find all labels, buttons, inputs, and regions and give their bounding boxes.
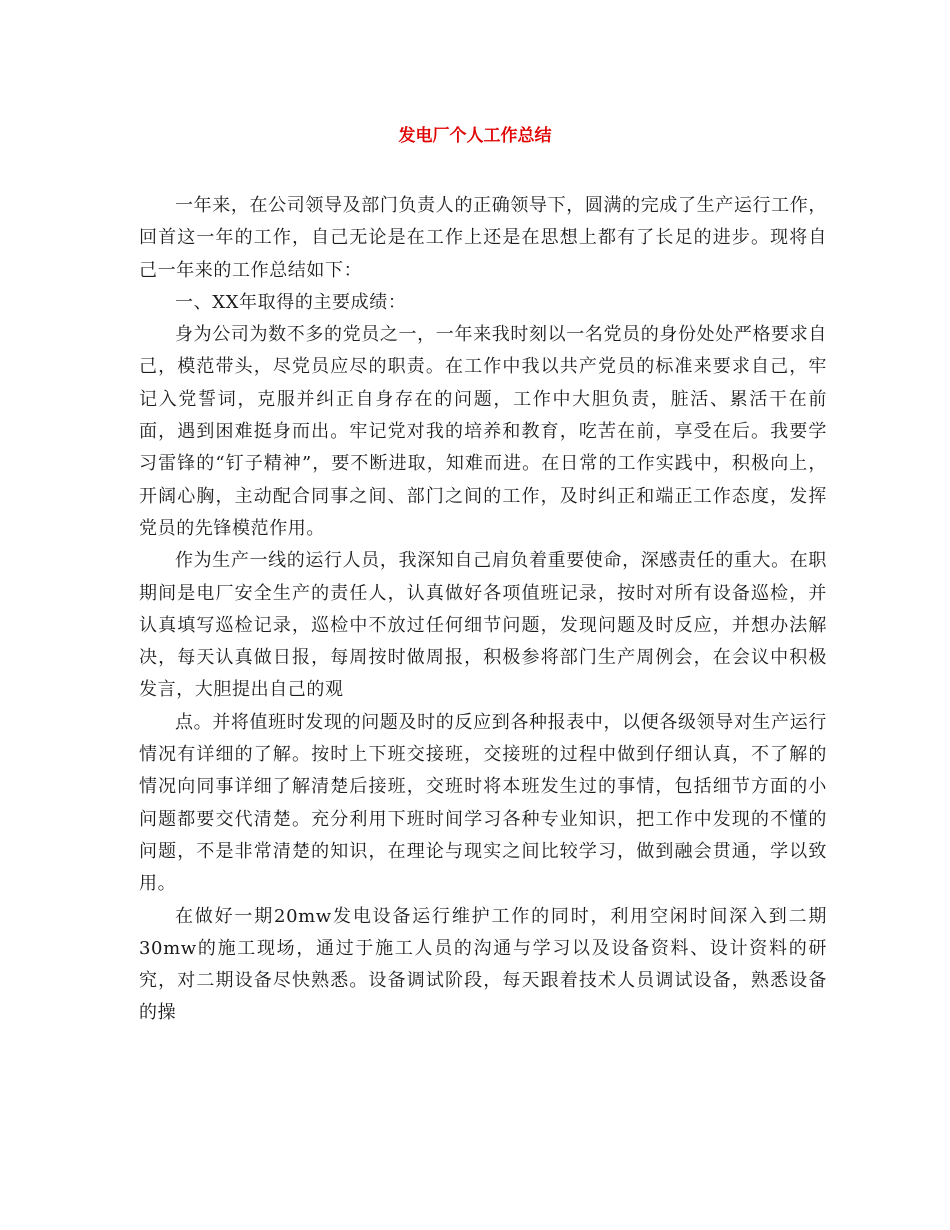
document-title: 发电厂个人工作总结 xyxy=(398,126,552,146)
paragraph-phase-two-equipment: 在做好一期20mw发电设备运行维护工作的同时，利用空闲时间深入到二期30mw的施工现场，通过于施工人员的沟通与学习以及设备资料、设计资料的研究，对二期设备尽快熟悉。设备调试阶段，每天跟着技术人员调试设备，熟悉设备的操 xyxy=(139,905,827,1024)
paragraph-party-member: 身为公司为数不多的党员之一，一年来我时刻以一名党员的身份处处严格要求自己，模范带头，尽党员应尽的职责。在工作中我以共产党员的标准来要求自己，牢记入党誓词，克服并纠正自身存在的问题，工作中大胆负责，脏活、累活干在前面，遇到困难挺身而出。牢记党对我的培养和教育，吃苦在前，享受在后。我要学习雷锋的“钉子精神”，要不断进取，知难而进。在日常的工作实践中，积极向上，开阔心胸，主动配合同事之间、部门之间的工作，及时纠正和端正工作态度，发挥党员的先锋模范作用。 xyxy=(139,324,827,539)
document-body xyxy=(139,190,827,1030)
paragraph-intro: 一年来，在公司领导及部门负责人的正确领导下，圆满的完成了生产运行工作，回首这一年的工作，自己无论是在工作上还是在思想上都有了长足的进步。现将自己一年来的工作总结如下： xyxy=(139,195,827,281)
section-heading-achievements: 一、XX年取得的主要成绩： xyxy=(175,291,407,313)
paragraph-shift-handover: 点。并将值班时发现的问题及时的反应到各种报表中，以便各级领导对生产运行情况有详细的了解。按时上下班交接班，交接班的过程中做到仔细认真，不了解的情况向同事详细了解清楚后接班，交班时将本班发生过的事情，包括细节方面的小问题都要交代清楚。充分利用下班时间学习各种专业知识，把工作中发现的不懂的问题，不是非常清楚的知识，在理论与现实之间比较学习，做到融会贯通，学以致用。 xyxy=(139,711,827,895)
paragraph-operations-duty: 作为生产一线的运行人员，我深知自己肩负着重要使命，深感责任的重大。在职期间是电厂安全生产的责任人，认真做好各项值班记录，按时对所有设备巡检，并认真填写巡检记录，巡检中不放过任何细节问题，发现问题及时反应，并想办法解决，每天认真做日报，每周按时做周报，积极参将部门生产周例会，在会议中积极发言，大胆提出自己的观 xyxy=(139,550,827,701)
